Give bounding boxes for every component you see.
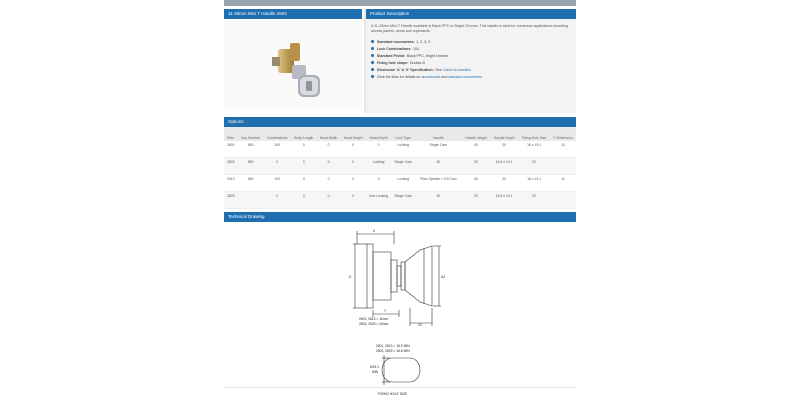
spec-value: Black PPC, bright chrome xyxy=(406,53,448,58)
table-cell: 0 xyxy=(341,141,366,158)
column-header: Key Number xyxy=(238,127,263,141)
lock-photo-illustration xyxy=(224,21,362,109)
options-table-body xyxy=(224,141,576,209)
table-cell: Non Locking xyxy=(366,192,391,209)
table-cell: 20 xyxy=(518,192,550,209)
spec-value: 1, 2, 3, 4 xyxy=(416,39,431,44)
table-cell xyxy=(238,192,263,209)
table-cell: 0 xyxy=(317,175,341,192)
product-photo xyxy=(224,21,362,109)
table-cell: 11 xyxy=(550,175,576,192)
table-cell: 0 xyxy=(341,192,366,209)
technical-drawing-area xyxy=(224,222,576,400)
table-cell: 20 xyxy=(462,158,491,175)
table-row xyxy=(224,175,576,192)
table-cell xyxy=(550,158,576,175)
hole-note-2: 2603, 2629 = 16.6 MIN xyxy=(376,349,410,353)
column-header: Handle Height xyxy=(462,127,491,141)
column-header: Body Length xyxy=(291,127,317,141)
options-title-bar: Options xyxy=(224,117,576,127)
technical-drawing-title-bar: Technical Drawing xyxy=(224,212,576,222)
table-cell: 800 xyxy=(238,141,263,158)
spec-value: See xyxy=(435,67,442,72)
y-note-2: 2603, 2629 = 20mm xyxy=(359,322,389,326)
table-cell: 800 xyxy=(238,158,263,175)
spec-item xyxy=(371,59,576,66)
spec-value: 100 xyxy=(412,46,419,51)
table-cell: 0 xyxy=(341,158,366,175)
dim-20-label: 20 xyxy=(418,323,422,327)
table-row xyxy=(224,158,576,175)
standard-movements-link[interactable]: standard movements xyxy=(448,74,482,79)
table-cell: 800 xyxy=(238,175,263,192)
product-title-bar: 11-28mm Mini T Handle 2603 xyxy=(224,9,362,19)
column-header: Fixing Hole Size xyxy=(518,127,550,141)
bullet-icon xyxy=(371,40,374,43)
product-top-row xyxy=(224,9,576,113)
table-cell: 16.6 x 19.1 xyxy=(490,192,518,209)
table-cell: 2601 xyxy=(224,141,238,158)
table-cell: 0 xyxy=(291,141,317,158)
table-cell: 100 xyxy=(263,175,291,192)
table-cell: 0 xyxy=(366,175,391,192)
cams-for-handles-link[interactable]: Cams for handles xyxy=(442,67,471,72)
options-section xyxy=(224,117,576,209)
table-cell: 0 xyxy=(317,141,341,158)
column-header: Ditto xyxy=(224,127,238,141)
bullet-icon xyxy=(371,68,374,71)
spec-item xyxy=(371,66,576,73)
table-cell: 0 xyxy=(291,175,317,192)
column-header: Handle xyxy=(415,127,462,141)
table-cell: Plain Spindle + 2/3 Cam xyxy=(415,175,462,192)
column-header: Lock Type xyxy=(391,127,415,141)
table-cell: 0 xyxy=(291,158,317,175)
table-cell: Single Cam xyxy=(415,141,462,158)
table-cell: Locking xyxy=(391,141,415,158)
technical-drawing-section xyxy=(224,212,576,400)
dim-a-label: A3 xyxy=(441,275,446,279)
dim-d-label: D xyxy=(349,275,352,279)
dim-x-label: X xyxy=(373,229,376,233)
hole-note-1: 2601, 2613 = 16.0 MIN xyxy=(376,344,410,348)
column-header: Head Depth xyxy=(366,127,391,141)
product-description-text: A 11-25mm Mini-T Handle available is Black PPC or Bright Chrome. This handle is ideal for numerous applications including access panels, doors and cupboards. xyxy=(371,24,568,33)
product-description-column xyxy=(366,9,576,113)
spec-label: Lock Combinations: xyxy=(376,46,412,51)
options-header-row xyxy=(224,127,576,141)
spec-label: Dimension 'A' & 'X' Specification: xyxy=(376,67,434,72)
y-note-1: 2601, 2613 = 11mm xyxy=(359,317,389,321)
hole-min-label: MIN xyxy=(372,370,379,374)
table-cell: 0 xyxy=(263,192,291,209)
product-image-column xyxy=(224,9,366,113)
column-header: Handle Depth xyxy=(490,127,518,141)
spec-value: Double-D xyxy=(409,60,426,65)
table-cell: 0 xyxy=(341,175,366,192)
table-cell: 0 xyxy=(263,158,291,175)
fixing-hole-caption: FIXING HOLE SIZE xyxy=(378,392,408,396)
spec-item xyxy=(371,45,576,52)
spec-label: Standard movements: xyxy=(376,39,415,44)
spec-list xyxy=(366,38,576,80)
table-cell: 0 xyxy=(291,192,317,209)
table-cell: 0 xyxy=(317,192,341,209)
table-cell: Single Cam xyxy=(391,158,415,175)
table-cell: Locking xyxy=(391,175,415,192)
details-text: Click the links for details on xyxy=(376,74,421,79)
product-panel xyxy=(224,9,576,400)
spec-item xyxy=(371,73,576,80)
top-grey-bar xyxy=(224,0,576,6)
spec-item xyxy=(371,52,576,59)
bullet-icon xyxy=(371,75,374,78)
table-cell: 20 xyxy=(462,192,491,209)
table-cell: 2603 xyxy=(224,158,238,175)
spec-item xyxy=(371,38,576,45)
bullet-icon xyxy=(371,61,374,64)
table-cell: Locking xyxy=(366,158,391,175)
table-cell: 2613 xyxy=(224,175,238,192)
details-and-text: and xyxy=(441,74,448,79)
table-row xyxy=(224,141,576,158)
table-cell: Single Cam xyxy=(391,192,415,209)
table-cell: 40 xyxy=(462,175,491,192)
accessories-link[interactable]: accessories xyxy=(421,74,441,79)
table-cell: 40 xyxy=(415,192,462,209)
table-cell: 0 xyxy=(366,141,391,158)
table-cell: 0 xyxy=(317,158,341,175)
table-row xyxy=(224,192,576,209)
table-cell: 20 xyxy=(490,141,518,158)
bullet-icon xyxy=(371,54,374,57)
column-header: Head Height xyxy=(341,127,366,141)
hole-dim-label: Ø19.1 xyxy=(370,365,379,369)
table-cell xyxy=(550,192,576,209)
description-title-bar: Product Description xyxy=(366,9,576,19)
table-cell: 11 xyxy=(550,141,576,158)
spec-label: Fixing hole shape: xyxy=(376,60,409,65)
table-cell: 2629 xyxy=(224,192,238,209)
table-cell: 100 xyxy=(263,141,291,158)
table-cell: 20 xyxy=(518,158,550,175)
table-cell: 40 xyxy=(462,141,491,158)
bottom-divider xyxy=(224,387,576,388)
table-cell: 20 xyxy=(490,175,518,192)
bullet-icon xyxy=(371,47,374,50)
options-table xyxy=(224,127,576,209)
column-header: Head Width xyxy=(317,127,341,141)
dim-y-label: Y xyxy=(384,309,387,313)
table-cell: 16 x 19.1 xyxy=(518,175,550,192)
table-cell: 40 xyxy=(415,158,462,175)
spec-label: Standard Finish: xyxy=(376,53,406,58)
table-cell: 16.6 x 19.1 xyxy=(490,158,518,175)
column-header: Y Dimension xyxy=(550,127,576,141)
technical-drawing xyxy=(224,222,576,400)
column-header: Combinations xyxy=(263,127,291,141)
table-cell: 16 x 19.1 xyxy=(518,141,550,158)
